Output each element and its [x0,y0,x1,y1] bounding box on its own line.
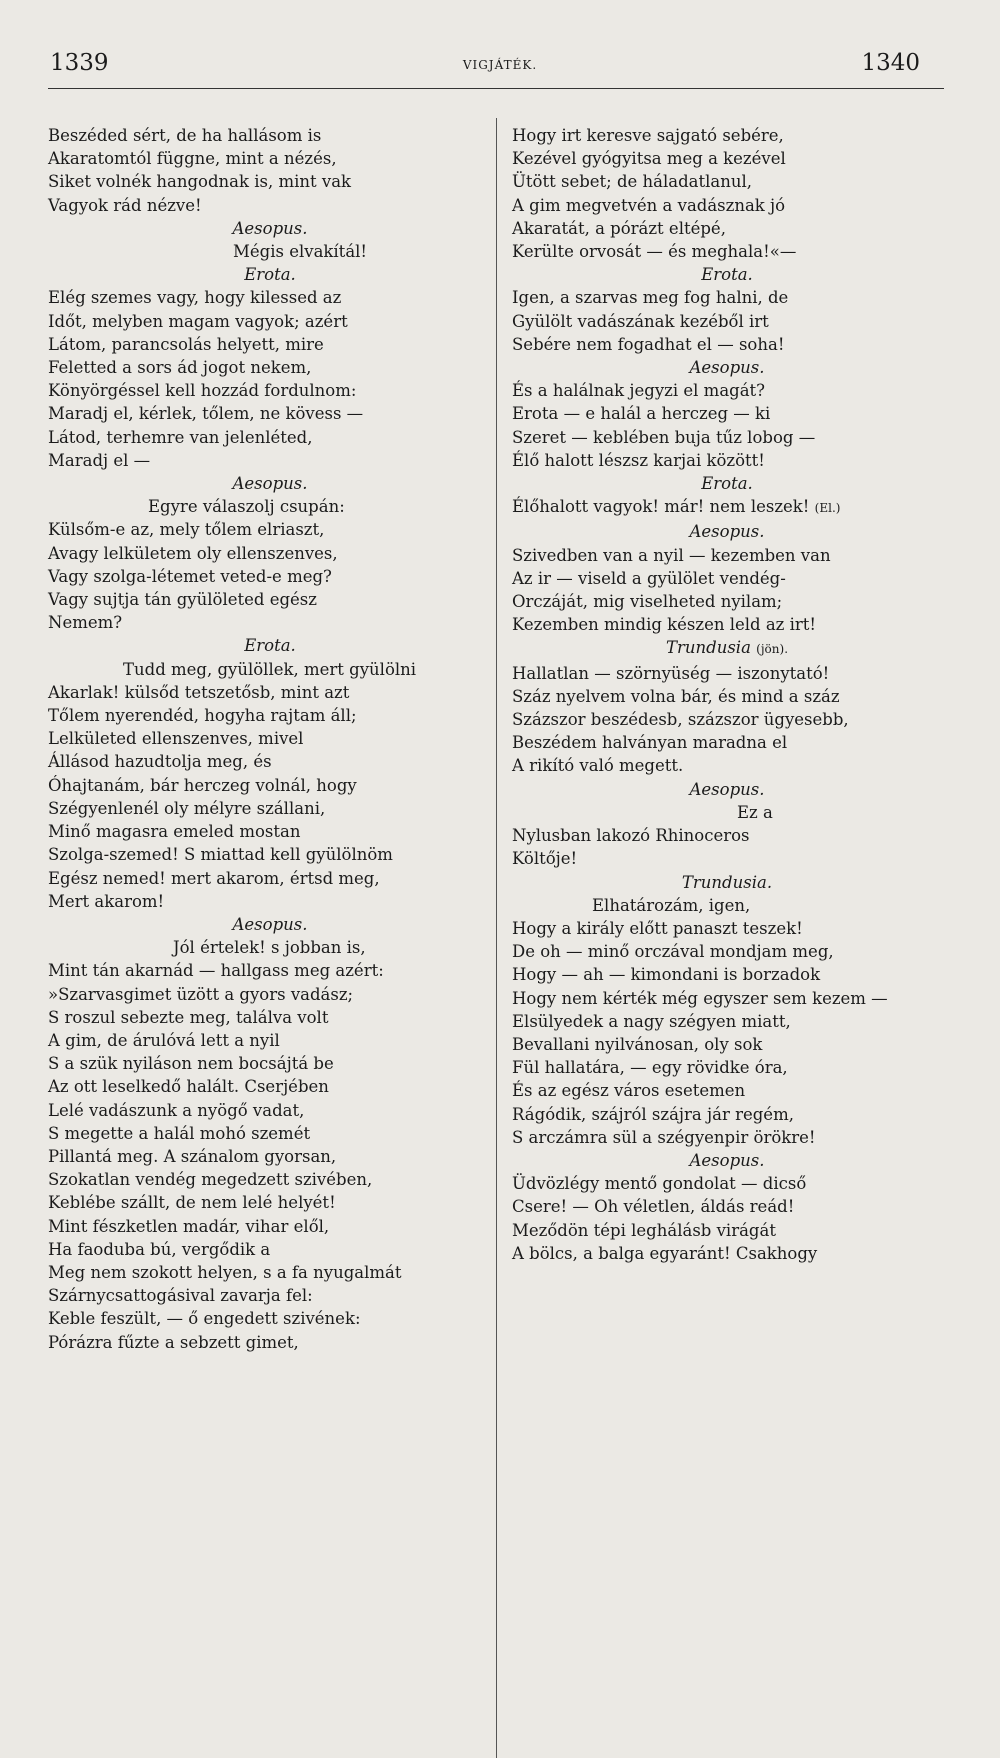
verse-line: Száz nyelvem volna bár, és mind a száz [512,686,840,706]
verse-line: Tudd meg, gyülöllek, mert gyülölni [123,659,417,679]
verse-line: A rikító való megett. [512,756,684,776]
stage-direction: (jön). [756,642,789,657]
verse-line: Akaratomtól függne, mint a nézés, [48,149,337,169]
speaker-name: Aesopus. [689,1150,765,1170]
verse-line: Élőhalott vagyok! már! nem leszek! (El.) [512,497,841,517]
verse-line: Minő magasra emeled mostan [48,822,301,842]
verse-line: Óhajtanám, bár herczeg volnál, hogy [48,775,357,795]
verse-line: Avagy lelkületem oly ellenszenves, [48,543,338,563]
verse-line: Mégis elvakítál! [233,242,368,262]
verse-line: Mint fészketlen madár, vihar elől, [48,1216,330,1236]
verse-line: A gim megvetvén a vadásznak jó [512,195,786,215]
header-rule [48,88,944,89]
verse-line: Egyre válaszolj csupán: [148,497,345,517]
verse-line: Az ott leselkedő halált. Cserjében [48,1077,329,1097]
verse-line: Hogy irt keresve sajgató sebére, [512,126,784,145]
page-header [0,0,1000,100]
verse-line: Szolga-szemed! S miattad kell gyülölnöm [48,845,393,865]
verse-line: S roszul sebezte meg, találva volt [48,1007,329,1027]
verse-line: Tőlem nyerendéd, hogyha rajtam áll; [48,706,357,726]
speaker-name: Aesopus. [689,522,765,542]
verse-line: Hogy nem kérték még egyszer sem kezem — [512,988,888,1008]
verse-line: Vagy szolga-létemet veted-e meg? [48,566,332,586]
verse-line: Az ir — viseld a gyülölet vendég- [512,568,786,588]
verse-line: Csere! — Oh véletlen, áldás reád! [512,1197,795,1217]
verse-line: Egész nemed! mert akarom, értsd meg, [48,868,380,888]
stage-direction: (El.) [814,501,841,516]
verse-line: Nemem? [48,613,123,633]
verse-line: Akaratát, a pórázt eltépé, [512,218,726,238]
page-number-left: 1339 [50,50,109,76]
verse-line: Hogy — ah — kimondani is borzadok [512,965,821,985]
verse-line: Hogy a király előtt panaszt teszek! [512,918,803,938]
speaker-name: Aesopus. [689,779,765,799]
right-column [512,124,942,1265]
verse-line: Beszéded sért, de ha hallásom is [48,126,322,145]
verse-line: Lelkületed ellenszenves, mivel [48,729,304,749]
verse-line: Maradj el — [48,450,151,470]
verse-line: Költője! [512,849,578,869]
verse-line: Könyörgéssel kell hozzád fordulnom: [48,381,357,401]
speaker-name: Erota. [701,474,753,494]
verse-line: Üdvözlégy mentő gondolat — dicső [512,1174,807,1194]
verse-line: Szokatlan vendég megedzett szivében, [48,1170,373,1190]
verse-line: Hallatlan — szörnyüség — iszonytató! [512,663,830,683]
verse-line: S arczámra sül a szégyenpir örökre! [512,1127,816,1147]
verse-line: Időt, melyben magam vagyok; azért [48,311,348,331]
verse-line: Pórázra fűzte a sebzett gimet, [48,1332,299,1352]
speaker-name: Aesopus. [232,218,308,238]
verse-line: Fül hallatára, — egy rövidke óra, [512,1058,788,1078]
speaker-name: Erota. [244,636,296,656]
verse-line: Mint tán akarnád — hallgass meg azért: [48,961,384,981]
page-number-right: 1340 [861,50,920,76]
verse-line: Akarlak! külsőd tetszetősb, mint azt [48,682,350,702]
verse-line: Orczáját, mig viselheted nyilam; [512,592,783,612]
verse-line: Kezével gyógyitsa meg a kezével [512,149,786,169]
verse-line: Elég szemes vagy, hogy kilessed az [48,288,342,308]
speaker-name: Erota. [244,265,296,285]
verse-line: Keblébe szállt, de nem lelé helyét! [48,1193,336,1213]
verse-line: Elhatározám, igen, [592,895,751,915]
verse-line: Százszor beszédesb, százszor ügyesebb, [512,710,849,730]
verse-line: S a szük nyiláson nem bocsájtá be [48,1054,334,1074]
verse-line: Kerülte orvosát — és meghala!«— [512,242,797,262]
verse-line: Állásod hazudtolja meg, és [48,752,272,772]
running-title: VIGJÁTÉK. [462,58,538,72]
verse-line: Erota — e halál a herczeg — ki [512,404,771,424]
verse-line: És az egész város esetemen [512,1081,746,1101]
verse-line: Szégyenlenél oly mélyre szállani, [48,798,326,818]
verse-line: Beszédem halványan maradna el [512,733,788,753]
verse-line: Ütött sebet; de háladatlanul, [512,172,753,192]
verse-line: Látod, terhemre van jelenléted, [48,427,313,447]
verse-line: Szeret — keblében buja tűz lobog — [512,427,816,447]
speaker-name: Aesopus. [232,474,308,494]
verse-line: Nylusban lakozó Rhinoceros [512,826,750,846]
verse-line: Vagy sujtja tán gyülöleted egész [48,590,317,610]
verse-line: Meg nem szokott helyen, s a fa nyugalmát [48,1262,402,1282]
verse-line: Bevallani nyilvánosan, oly sok [512,1034,763,1054]
verse-line: Feletted a sors ád jogot nekem, [48,358,312,378]
verse-line: Szárnycsattogásival zavarja fel: [48,1286,313,1306]
verse-line: Vagyok rád nézve! [48,195,202,215]
verse-line: Meződön tépi leghálásb virágát [512,1220,776,1240]
verse-line: Maradj el, kérlek, tőlem, ne kövess — [48,404,364,424]
verse-line: A gim, de árulóvá lett a nyil [48,1030,280,1050]
speaker-name: Trundusia (jön). [665,638,789,658]
verse-line: Rágódik, szájról szájra jár regém, [512,1104,794,1124]
verse-line: Külsőm-e az, mely tőlem elriaszt, [48,520,325,540]
verse-line: Lelé vadászunk a nyögő vadat, [48,1100,305,1120]
verse-line: Elsülyedek a nagy szégyen miatt, [512,1011,791,1031]
column-divider [496,118,497,1758]
verse-line: Élő halott lészsz karjai között! [512,450,765,470]
verse-line: Igen, a szarvas meg fog halni, de [512,288,789,308]
verse-line: Siket volnék hangodnak is, mint vak [48,172,352,192]
verse-line: »Szarvasgimet üzött a gyors vadász; [48,984,354,1004]
verse-line: Ha faoduba bú, vergődik a [48,1239,271,1259]
speaker-name: Aesopus. [689,358,765,378]
verse-line: És a halálnak jegyzi el magát? [512,381,766,401]
speaker-name: Trundusia. [681,872,773,892]
verse-line: A bölcs, a balga egyaránt! Csakhogy [512,1243,818,1263]
verse-line: Gyülölt vadászának kezéből irt [512,311,769,331]
verse-line: Sebére nem fogadhat el — soha! [512,334,785,354]
verse-line: Mert akarom! [48,891,165,911]
verse-line: Keble feszült, — ő engedett szivének: [48,1309,361,1329]
verse-line: Szivedben van a nyil — kezemben van [512,545,831,565]
speaker-name: Erota. [701,265,753,285]
speaker-name: Aesopus. [232,914,308,934]
verse-line: Kezemben mindig készen leld az irt! [512,615,817,635]
verse-line: S megette a halál mohó szemét [48,1123,311,1143]
verse-line: Látom, parancsolás helyett, mire [48,334,324,354]
verse-line: De oh — minő orczával mondjam meg, [512,942,834,962]
verse-line: Ez a [737,802,773,822]
left-column [48,124,492,1354]
verse-line: Jól értelek! s jobban is, [173,938,366,958]
verse-line: Pillantá meg. A szánalom gyorsan, [48,1146,337,1166]
